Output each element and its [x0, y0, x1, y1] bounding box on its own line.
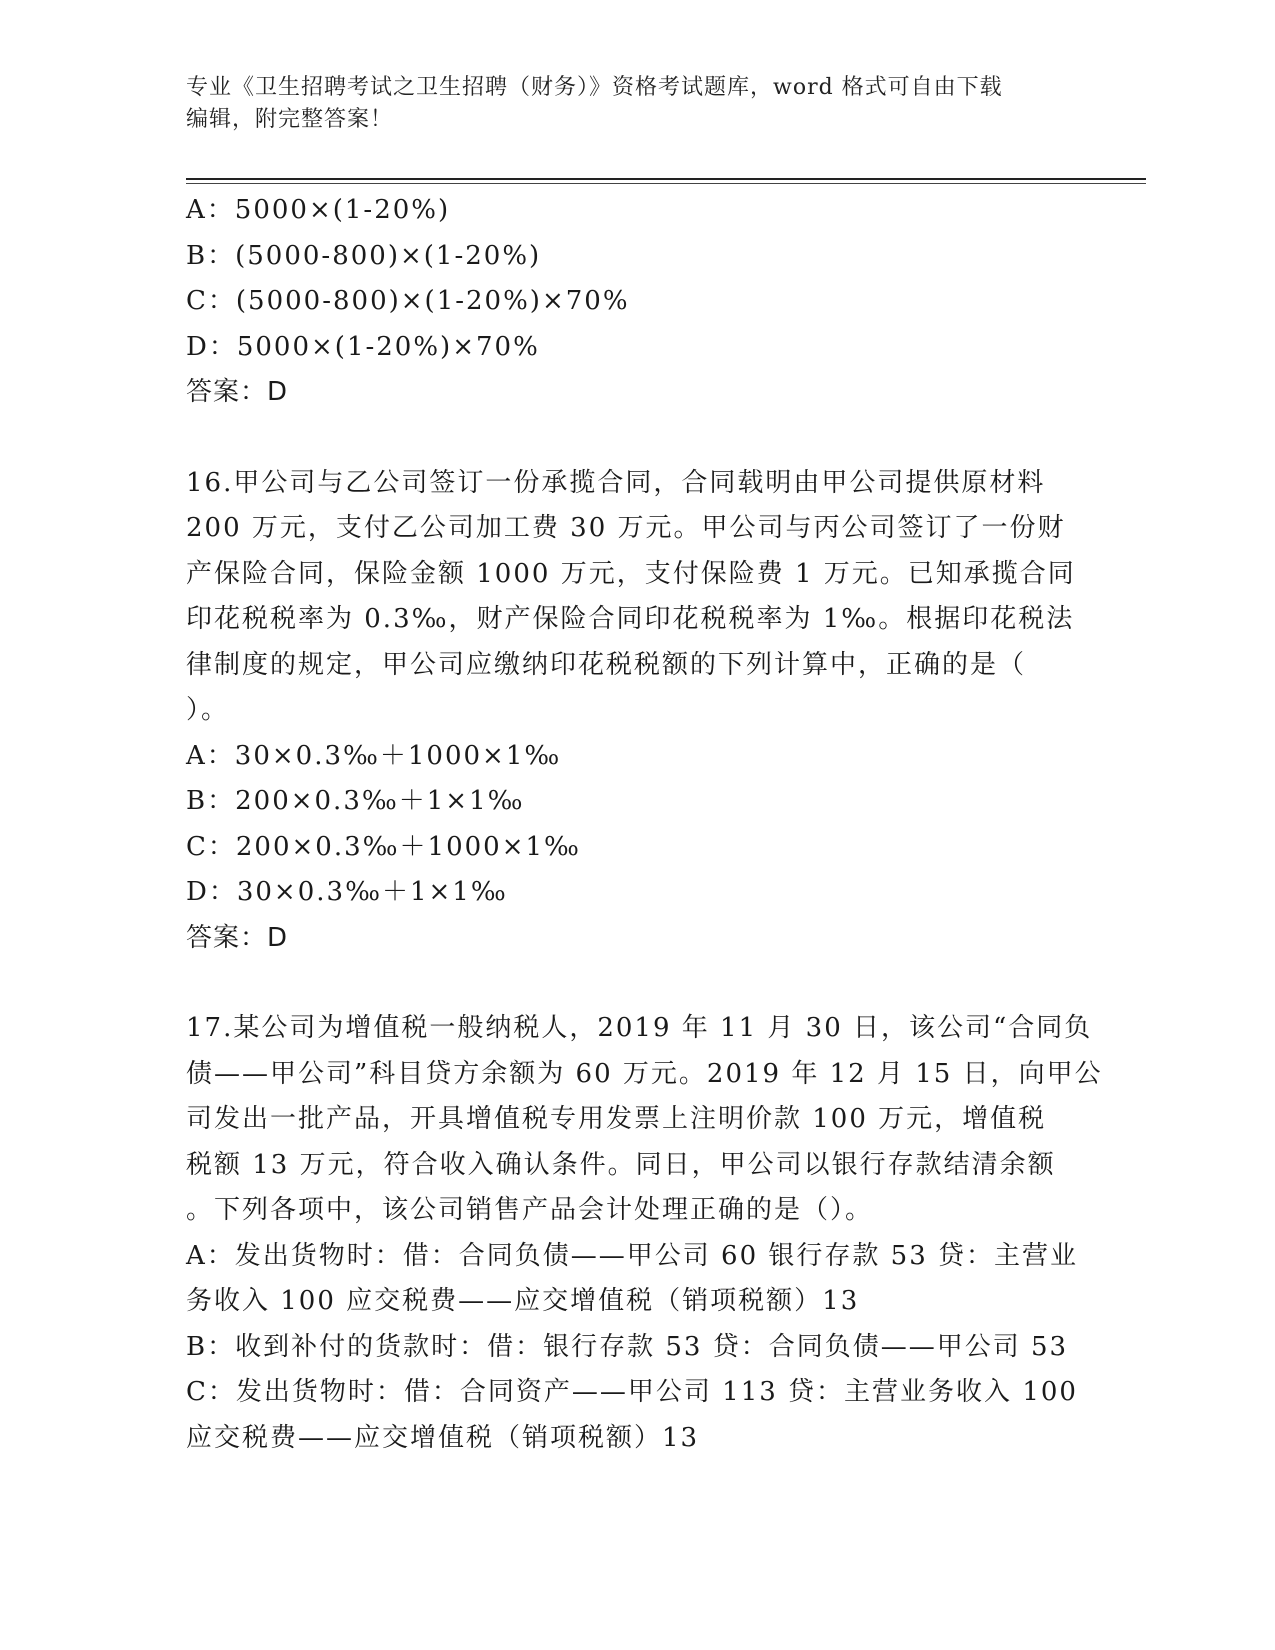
question-17-block [186, 1006, 1103, 1461]
q16-text-line-1: 16.甲公司与乙公司签订一份承揽合同，合同载明由甲公司提供原材料 [186, 467, 1046, 498]
q17-option-a-line-1: A：发出货物时：借：合同负债——甲公司 60 银行存款 53 贷：主营业 [186, 1240, 1079, 1271]
q16-text-line-5: 律制度的规定，甲公司应缴纳印花税税额的下列计算中，正确的是（ [186, 649, 1027, 680]
q16-option-c: C：200×0.3‰＋1000×1‰ [186, 831, 581, 862]
q15-option-d: D：5000×(1-20%)×70% [186, 331, 540, 362]
spacer [186, 416, 1086, 461]
question-content [186, 188, 1103, 1461]
q17-option-c-line-1: C：发出货物时：借：合同资产——甲公司 113 贷：主营业务收入 100 [186, 1377, 1078, 1407]
q16-answer: 答案：D [186, 922, 289, 953]
document-header [186, 72, 1066, 136]
question-15-block [186, 188, 1086, 416]
q15-option-b: B：(5000-800)×(1-20%) [186, 240, 542, 271]
q17-text-line-5: 。下列各项中，该公司销售产品会计处理正确的是（）。 [186, 1195, 874, 1225]
q16-text-line-4: 印花税税率为 0.3‰，财产保险合同印花税税率为 1‰。根据印花税法 [186, 604, 1075, 634]
header-divider-thin [186, 183, 1146, 184]
q16-text-line-6: ）。 [186, 695, 230, 725]
spacer [186, 961, 1086, 1006]
q15-answer: 答案：D [186, 377, 289, 407]
q15-option-a: A：5000×(1-20%) [186, 195, 451, 225]
header-line-1: 专业《卫生招聘考试之卫生招聘（财务）》资格考试题库，word 格式可自由下载 [186, 75, 1003, 100]
q17-text-line-4: 税额 13 万元，符合收入确认条件。同日，甲公司以银行存款结清余额 [186, 1149, 1056, 1180]
q15-option-c: C：(5000-800)×(1-20%)×70% [186, 286, 630, 316]
header-divider-thick [186, 178, 1146, 180]
q16-text-line-3: 产保险合同，保险金额 1000 万元，支付保险费 1 万元。已知承揽合同 [186, 558, 1076, 589]
q17-text-line-1: 17.某公司为增值税一般纳税人，2019 年 11 月 30 日，该公司“合同负 [186, 1013, 1093, 1043]
q16-option-a: A：30×0.3‰＋1000×1‰ [186, 740, 562, 771]
q16-option-b: B：200×0.3‰＋1×1‰ [186, 786, 525, 816]
q17-text-line-3: 司发出一批产品，开具增值税专用发票上注明价款 100 万元，增值税 [186, 1104, 1047, 1134]
header-line-2: 编辑，附完整答案！ [186, 107, 394, 132]
q16-text-line-2: 200 万元，支付乙公司加工费 30 万元。甲公司与丙公司签订了一份财 [186, 513, 1066, 543]
question-16-block [186, 461, 1086, 962]
q17-option-b: B：收到补付的货款时：借：银行存款 53 贷：合同负债——甲公司 53 [186, 1331, 1069, 1362]
q17-text-line-2: 债——甲公司”科目贷方余额为 60 万元。2019 年 12 月 15 日，向甲公 [186, 1058, 1103, 1089]
q16-option-d: D：30×0.3‰＋1×1‰ [186, 877, 508, 907]
q17-option-c-line-2: 应交税费——应交增值税（销项税额）13 [186, 1422, 700, 1453]
q17-option-a-line-2: 务收入 100 应交税费——应交增值税（销项税额）13 [186, 1286, 860, 1316]
